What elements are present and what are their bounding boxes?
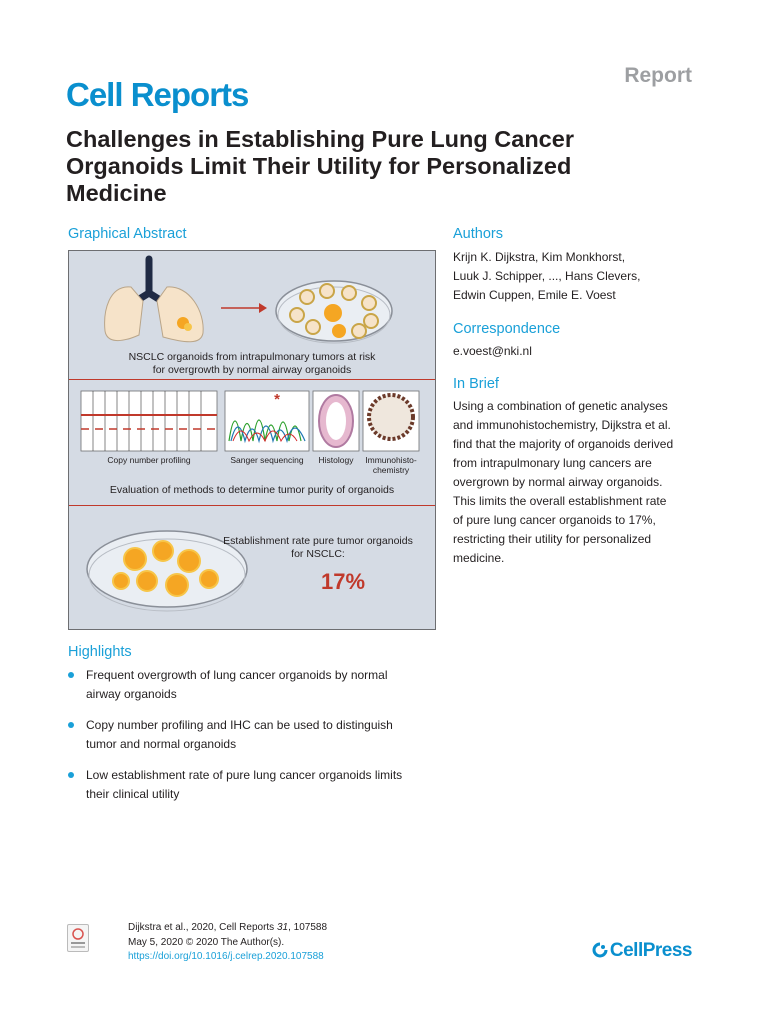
tumor-organoid-dish: [69, 507, 269, 629]
highlight-item: [68, 766, 438, 804]
citation-block: [128, 921, 327, 965]
highlight-line: airway organoids: [86, 687, 177, 701]
cellpress-mark-icon: [592, 942, 608, 958]
authors-line2: Luuk J. Schipper, ..., Hans Clevers,: [453, 269, 641, 283]
correspondence-email[interactable]: e.voest@nki.nl: [453, 344, 532, 358]
sanger-label: Sanger sequencing: [230, 455, 304, 465]
highlights-list: [68, 666, 438, 816]
in-brief-line: find that the majority of organoids derived: [453, 437, 674, 451]
mutation-asterisk: *: [274, 391, 280, 408]
citation-line: [128, 921, 327, 936]
in-brief-line: restricting their utility for personalized: [453, 532, 652, 546]
check-for-updates-icon[interactable]: [67, 924, 89, 952]
doi-link[interactable]: https://doi.org/10.1016/j.celrep.2020.107588: [128, 951, 324, 962]
article-title: Challenges in Establishing Pure Lung Cancer Organoids Limit Their Utility for Personalized Medicine: [66, 126, 574, 206]
authors-heading: Authors: [453, 226, 503, 242]
ihc-label-line1: Immunohisto-: [365, 455, 417, 465]
establishment-rate: 17%: [320, 569, 366, 594]
in-brief-line: medicine.: [453, 551, 505, 565]
bullet-icon: [68, 722, 74, 728]
in-brief-line: overgrown by normal airway organoids.: [453, 475, 663, 489]
graphical-abstract: [68, 250, 436, 630]
graphical-abstract-heading: Graphical Abstract: [68, 226, 187, 242]
bullet-icon: [68, 772, 74, 778]
in-brief-text: [453, 397, 713, 568]
correspondence-heading: Correspondence: [453, 321, 561, 337]
highlight-item: [68, 666, 438, 704]
highlight-item: [68, 716, 438, 754]
histology-label: Histology: [318, 455, 354, 465]
article-type-label: Report: [624, 64, 692, 87]
cellpress-logo[interactable]: [592, 940, 692, 962]
citation-volume: 31: [276, 922, 289, 933]
highlight-line: Copy number profiling and IHC can be used to distinguish: [86, 718, 393, 732]
highlights-heading: Highlights: [68, 644, 132, 660]
cellpress-label: CellPress: [609, 940, 692, 961]
panel3-text-line2: for NSCLC:: [291, 548, 345, 560]
panel-divider-1: [69, 379, 435, 380]
in-brief-line: and immunohistochemistry, Dijkstra et al.: [453, 418, 671, 432]
ihc-label-line2: chemistry: [372, 465, 410, 475]
check-updates-glyph: [68, 925, 88, 951]
in-brief-line: This limits the overall establishment rate: [453, 494, 667, 508]
highlight-line: tumor and normal organoids: [86, 737, 237, 751]
panel3-text-line1: Establishment rate pure tumor organoids: [223, 535, 413, 547]
copy-number-label: Copy number profiling: [107, 455, 191, 465]
panel1-caption-line1: NSCLC organoids from intrapulmonary tumors at risk: [128, 351, 376, 363]
citation-prefix: Dijkstra et al., 2020, Cell Reports: [128, 922, 277, 933]
bullet-icon: [68, 672, 74, 678]
citation-article: , 107588: [288, 922, 328, 933]
panel1-caption-line2: for overgrowth by normal airway organoids: [152, 364, 352, 376]
panel2-caption: Evaluation of methods to determine tumor purity of organoids: [109, 484, 395, 496]
authors-line1: Krijn K. Dijkstra, Kim Monkhorst,: [453, 250, 626, 264]
highlight-line: their clinical utility: [86, 787, 180, 801]
authors-line3: Edwin Cuppen, Emile E. Voest: [453, 288, 616, 302]
panel-divider-2: [69, 505, 435, 506]
in-brief-heading: In Brief: [453, 376, 499, 392]
publication-date: May 5, 2020 © 2020 The Author(s).: [128, 936, 285, 948]
in-brief-line: from intrapulmonary lung cancers are: [453, 456, 652, 470]
in-brief-line: Using a combination of genetic analyses: [453, 399, 668, 413]
highlight-line: Low establishment rate of pure lung cancer organoids limits: [86, 768, 403, 782]
in-brief-line: of pure lung cancer organoids to 17%,: [453, 513, 656, 527]
highlight-line: Frequent overgrowth of lung cancer organoids by normal: [86, 668, 388, 682]
journal-logo[interactable]: Cell Reports: [66, 76, 249, 113]
methods-illustration: [69, 381, 435, 466]
